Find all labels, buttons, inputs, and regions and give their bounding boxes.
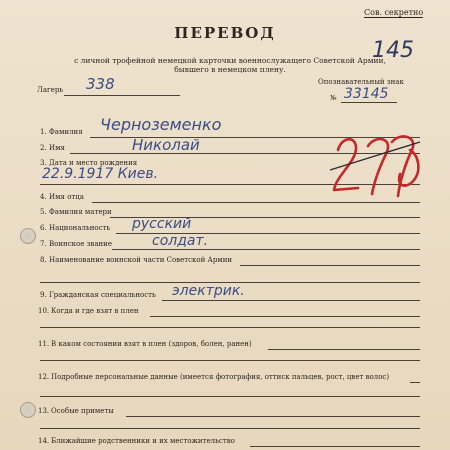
field-10-number: 10. — [38, 307, 50, 315]
field-13-number: 13. — [38, 407, 50, 415]
field-11-line-2 — [40, 360, 420, 361]
red-note-text: 2778 — [320, 120, 323, 121]
field-1-label: Фамилия — [49, 128, 83, 136]
field-3-label: Дата и место рождения — [49, 159, 138, 167]
field-14-label: Ближайшие родственники и их местожительство — [51, 437, 235, 445]
field-1-value: Черноземенко — [100, 115, 222, 134]
field-1-number: 1. — [40, 128, 47, 136]
field-2-value: Николай — [132, 136, 200, 154]
field-5-number: 5. — [40, 208, 47, 216]
field-13-line-2 — [40, 428, 420, 429]
field-10-line-2 — [40, 327, 420, 328]
field-8-line — [240, 265, 420, 266]
secret-stamp: Сов. секретно — [364, 8, 424, 17]
field-12-number: 12. — [38, 373, 50, 381]
field-6-number: 6. — [40, 224, 47, 232]
field-14-line — [250, 446, 420, 447]
document-title: ПЕРЕВОД — [174, 24, 276, 42]
field-9-label: Гражданская специальность — [49, 291, 156, 299]
field-4-label: Имя отца — [49, 193, 84, 201]
field-3-value: 22.9.1917 Киев. — [42, 166, 159, 182]
field-14-number: 14. — [38, 437, 50, 445]
field-6-value: русский — [132, 216, 192, 232]
field-6-label: Национальность — [49, 224, 111, 232]
id-mark-value: 33145 — [344, 86, 389, 102]
red-digit-stroke-2 — [368, 139, 388, 194]
id-mark-line — [341, 102, 397, 103]
camp-line — [64, 95, 180, 96]
field-2-number: 2. — [40, 144, 47, 152]
field-13-label: Особые приметы — [51, 407, 114, 415]
field-11-number: 11. — [38, 340, 50, 348]
field-3-number: 3. — [40, 159, 47, 167]
field-5-label: Фамилия матери — [49, 208, 112, 216]
field-2-label: Имя — [49, 144, 65, 152]
field-12-line — [410, 382, 420, 383]
punch-hole-bottom — [20, 402, 36, 418]
field-11-line — [268, 349, 420, 350]
field-12-line-2 — [40, 396, 420, 397]
field-10-line — [150, 316, 420, 317]
subtitle-line-2: бывшего в немецком плену. — [174, 65, 286, 74]
punch-hole-top — [20, 228, 36, 244]
subtitle-line-1: с личной трофейной немецкой карточки военнослужащего Советской Армии, — [74, 56, 386, 65]
field-9-value: электрик. — [172, 283, 245, 299]
id-mark-label: Опознавательный знак — [318, 78, 404, 86]
red-pencil-annotation — [320, 120, 430, 210]
field-4-number: 4. — [40, 193, 47, 201]
field-13-line — [126, 416, 420, 417]
field-7-line — [112, 249, 420, 250]
id-mark-prefix: № — [330, 94, 337, 102]
camp-label: Лагерь — [37, 86, 64, 94]
field-10-label: Когда и где взят в плен — [51, 307, 139, 315]
field-11-label: В каком состоянии взят в плен (здоров, болен, ранен) — [51, 340, 252, 348]
field-7-value: солдат. — [152, 233, 209, 249]
handwritten-number: 145 — [372, 38, 414, 63]
field-12-label: Подробные персональные данные (имеется фотография, оттиск пальцев, рост, цвет волос) — [51, 373, 390, 381]
field-7-label: Воинское звание — [49, 240, 112, 248]
field-9-number: 9. — [40, 291, 47, 299]
field-9-line — [162, 300, 420, 301]
field-8-number: 8. — [40, 256, 47, 264]
camp-value: 338 — [86, 75, 115, 93]
field-7-number: 7. — [40, 240, 47, 248]
field-8-label: Наименование воинской части Советской Армии — [49, 256, 233, 264]
